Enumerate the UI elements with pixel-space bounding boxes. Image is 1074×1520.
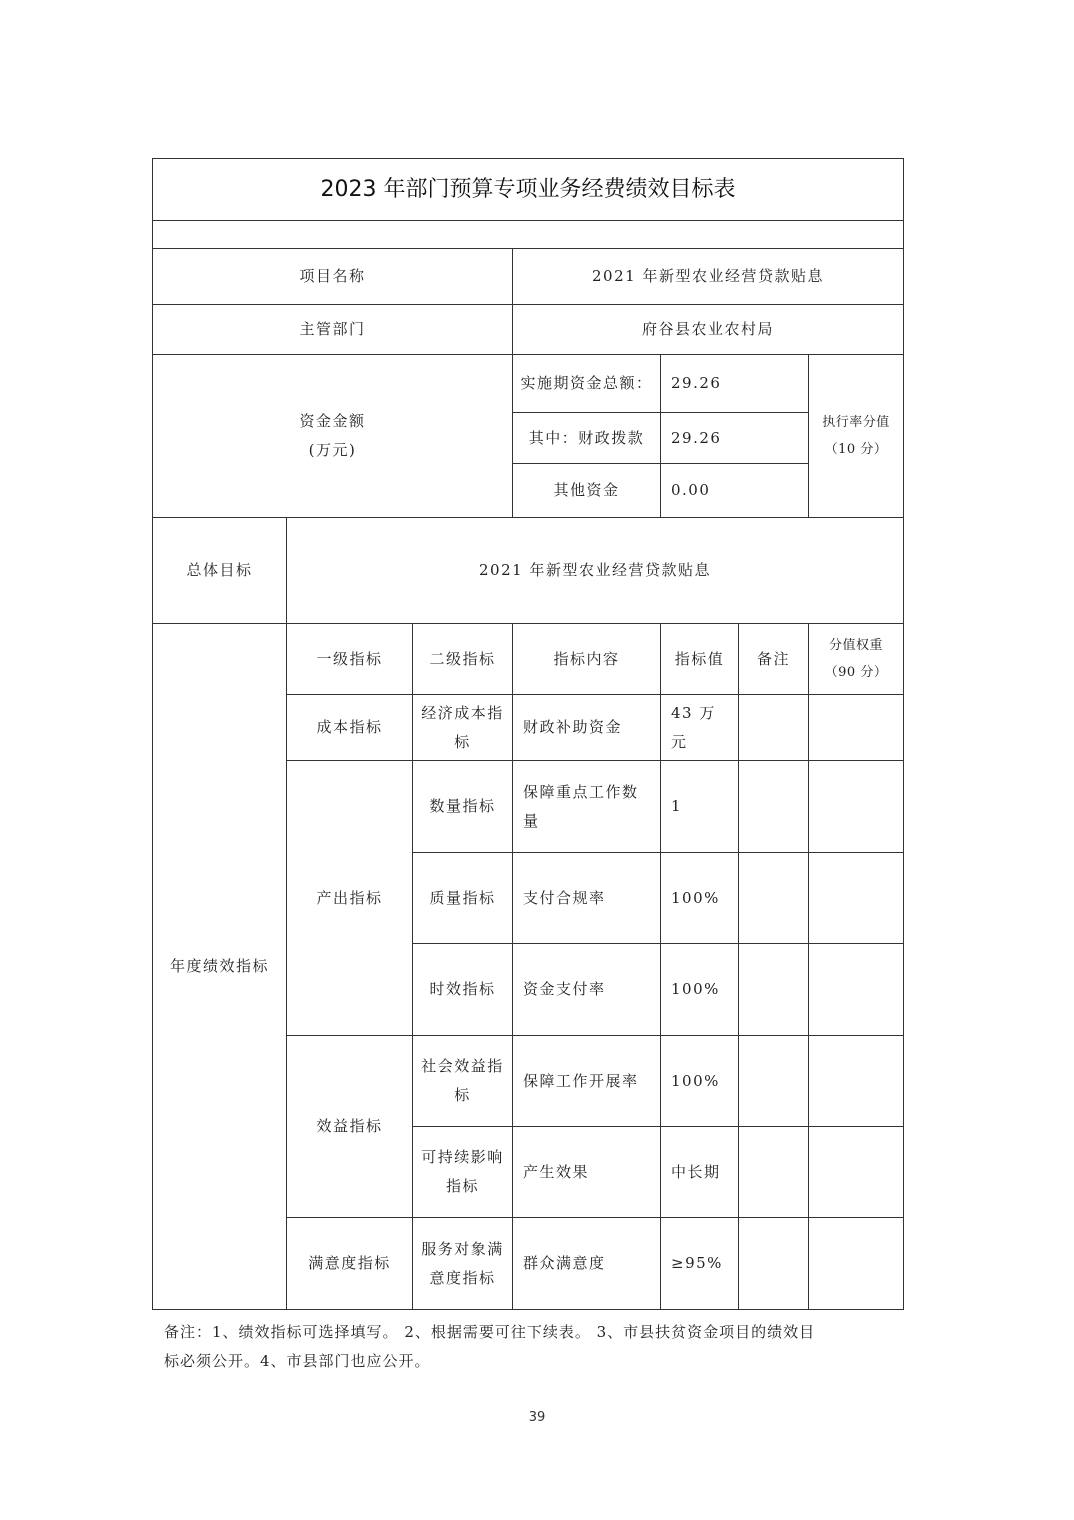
header-weight (809, 624, 904, 695)
execution-rate-line1: 执行率分值 (822, 415, 890, 430)
overall-goal-value: 2021 年新型农业经营贷款贴息 (287, 518, 904, 624)
other-funds-value: 0.00 (661, 464, 809, 518)
benefit-level1: 效益指标 (287, 1036, 413, 1218)
satisfaction-value: ≥95% (661, 1218, 739, 1310)
page-number: 39 (528, 1410, 546, 1425)
satisfaction-weight (809, 1218, 904, 1310)
fiscal-funds-label: 其中：财政拨款 (513, 413, 661, 464)
header-weight-line1: 分值权重 (828, 638, 883, 653)
benefit-sustainable-remark (739, 1127, 809, 1218)
overall-goal-label: 总体目标 (153, 518, 287, 624)
output-quality-remark (739, 853, 809, 944)
output-quantity-value: 1 (661, 761, 739, 853)
blank-row (153, 221, 904, 249)
output-timeliness-weight (809, 944, 904, 1036)
benefit-social-remark (739, 1036, 809, 1127)
funds-label (153, 355, 513, 518)
table-title: 2023 年部门预算专项业务经费绩效目标表 (153, 159, 904, 221)
output-timeliness-value: 100% (661, 944, 739, 1036)
satisfaction-level2: 服务对象满意度指标 (413, 1218, 513, 1310)
footnote: 备注：1、绩效指标可选择填写。 2、根据需要可往下续表。 3、市县扶贫资金项目的绩效目标必须公开。4、市县部门也应公开。 (164, 1323, 816, 1370)
satisfaction-content: 群众满意度 (513, 1218, 661, 1310)
funds-label-line2: (万元) (308, 441, 357, 459)
header-level2: 二级指标 (413, 624, 513, 695)
benefit-social-level2: 社会效益指标 (413, 1036, 513, 1127)
execution-rate-line2: （10 分） (824, 442, 888, 457)
project-name-label: 项目名称 (153, 249, 513, 305)
funds-label-line1: 资金金额 (299, 412, 366, 430)
output-timeliness-remark (739, 944, 809, 1036)
department-value: 府谷县农业农村局 (513, 305, 904, 355)
performance-target-table (152, 158, 904, 1310)
output-quantity-content: 保障重点工作数量 (513, 761, 661, 853)
benefit-sustainable-weight (809, 1127, 904, 1218)
header-value: 指标值 (661, 624, 739, 695)
benefit-social-content: 保障工作开展率 (513, 1036, 661, 1127)
annual-indicators-label: 年度绩效指标 (153, 624, 287, 1310)
project-name-value: 2021 年新型农业经营贷款贴息 (513, 249, 904, 305)
output-quantity-remark (739, 761, 809, 853)
cost-weight (809, 695, 904, 761)
output-quality-content: 支付合规率 (513, 853, 661, 944)
satisfaction-level1: 满意度指标 (287, 1218, 413, 1310)
header-content: 指标内容 (513, 624, 661, 695)
benefit-sustainable-level2: 可持续影响指标 (413, 1127, 513, 1218)
execution-rate-score (809, 355, 904, 518)
output-timeliness-level2: 时效指标 (413, 944, 513, 1036)
department-label: 主管部门 (153, 305, 513, 355)
output-quality-weight (809, 853, 904, 944)
cost-value: 43 万元 (661, 695, 739, 761)
output-quality-level2: 质量指标 (413, 853, 513, 944)
satisfaction-remark (739, 1218, 809, 1310)
benefit-sustainable-content: 产生效果 (513, 1127, 661, 1218)
benefit-social-weight (809, 1036, 904, 1127)
output-quantity-level2: 数量指标 (413, 761, 513, 853)
header-remark: 备注 (739, 624, 809, 695)
fiscal-funds-value: 29.26 (661, 413, 809, 464)
output-timeliness-content: 资金支付率 (513, 944, 661, 1036)
other-funds-label: 其他资金 (513, 464, 661, 518)
header-level1: 一级指标 (287, 624, 413, 695)
output-level1: 产出指标 (287, 761, 413, 1036)
header-weight-line2: （90 分） (824, 665, 888, 680)
benefit-social-value: 100% (661, 1036, 739, 1127)
cost-level1: 成本指标 (287, 695, 413, 761)
cost-content: 财政补助资金 (513, 695, 661, 761)
output-quality-value: 100% (661, 853, 739, 944)
output-quantity-weight (809, 761, 904, 853)
cost-level2: 经济成本指标 (413, 695, 513, 761)
cost-remark (739, 695, 809, 761)
total-funds-label: 实施期资金总额： (513, 355, 661, 413)
benefit-sustainable-value: 中长期 (661, 1127, 739, 1218)
total-funds-value: 29.26 (661, 355, 809, 413)
